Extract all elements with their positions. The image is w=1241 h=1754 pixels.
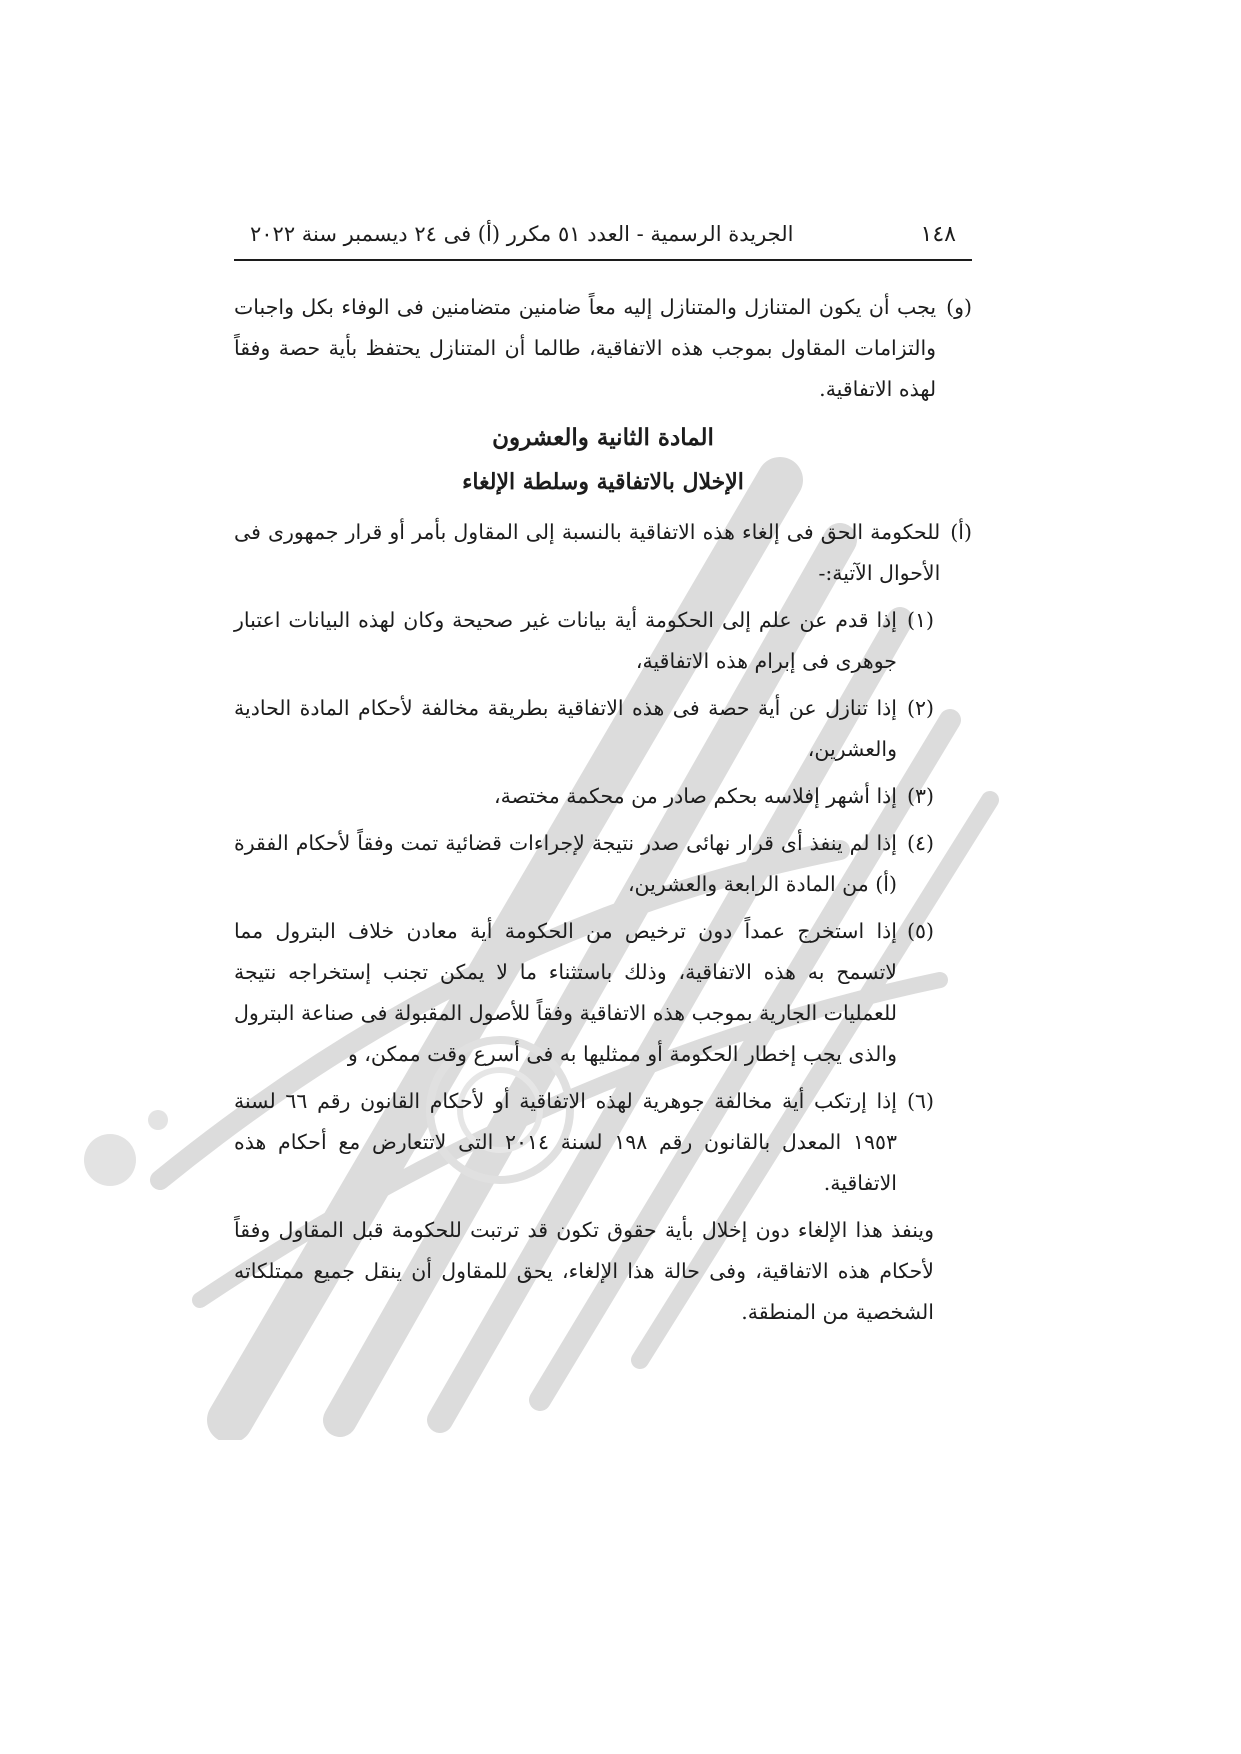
list-item-text: إذا قدم عن علم إلى الحكومة أية بيانات غير صحيحة وكان لهذه البيانات اعتبار جوهرى فى إبرام هذه الاتفاقية، [234, 608, 897, 673]
list-item-text: إذا أشهر إفلاسه بحكم صادر من محكمة مختصة، [493, 784, 897, 808]
closing-paragraph: وينفذ هذا الإلغاء دون إخلال بأية حقوق تكون قد ترتبت للحكومة قبل المقاول وفقاً لأحكام هذه الاتفاقية، وفى حالة هذا الإلغاء، يحق للمقاول أن ينقل جميع ممتلكاته الشخصية من المنطقة. [234, 1218, 934, 1324]
list-item [234, 1081, 972, 1204]
list-item-text: إذا استخرج عمداً دون ترخيص من الحكومة أية معادن خلاف البترول مما لاتسمح به هذه الاتفاقية، وذلك باستثناء ما لا يمكن تجنب إستخراجه نتيجة للعمليات الجارية بموجب هذه الاتفاقية وفقاً للأصول المقبولة فى صناعة البترول والذى يجب إخطار الحكومة أو ممثليها به فى أسرع وقت ممكن، و [234, 919, 897, 1066]
article-title: المادة الثانية والعشرون [492, 424, 714, 451]
list-item-text: إذا إرتكب أية مخالفة جوهرية لهذه الاتفاقية أو لأحكام القانون رقم ٦٦ لسنة ١٩٥٣ المعدل بالقانون رقم ١٩٨ لسنة ٢٠١٤ التى لاتتعارض مع أحكام هذه الاتفاقية. [234, 1089, 897, 1195]
list-item-text: إذا تنازل عن أية حصة فى هذه الاتفاقية بطريقة مخالفة لأحكام المادة الحادية والعشرين، [234, 696, 897, 761]
paragraph-w [234, 287, 972, 410]
page-header [234, 222, 972, 261]
paragraph-a [234, 512, 972, 594]
list-item-mark: (١) [906, 608, 934, 632]
list-item [234, 600, 972, 682]
gazette-title: الجريدة الرسمية - العدد ٥١ مكرر (أ) فى ٢٤ ديسمبر سنة ٢٠٢٢ [250, 222, 794, 246]
paragraph-text: للحكومة الحق فى إلغاء هذه الاتفاقية بالنسبة إلى المقاول بأمر أو قرار جمهورى فى الأحوال الآتية:- [234, 520, 941, 585]
paragraph-mark: (و) [946, 295, 972, 319]
list-item-mark: (٥) [906, 919, 934, 943]
list-item-mark: (٤) [906, 831, 934, 855]
list-item [234, 776, 972, 817]
page-number: ١٤٨ [920, 222, 956, 247]
list-item-mark: (٦) [906, 1089, 934, 1113]
list-item-text: إذا لم ينفذ أى قرار نهائى صدر نتيجة لإجراءات قضائية تمت وفقاً لأحكام الفقرة (أ) من المادة الرابعة والعشرين، [234, 831, 897, 896]
paragraph-text: يجب أن يكون المتنازل والمتنازل إليه معاً ضامنين متضامنين فى الوفاء بكل واجبات والتزامات المقاول بموجب هذه الاتفاقية، طالما أن المتنازل يحتفظ بأية حصة وفقاً لهذه الاتفاقية. [234, 295, 937, 401]
list-item [234, 911, 972, 1075]
list-item-mark: (٣) [906, 784, 934, 808]
document-page [234, 222, 972, 1339]
list-item [234, 688, 972, 770]
paragraph-mark: (أ) [950, 520, 972, 544]
list-item-mark: (٢) [906, 696, 934, 720]
list-item [234, 823, 972, 905]
article-subtitle: الإخلال بالاتفاقية وسلطة الإلغاء [462, 469, 744, 495]
